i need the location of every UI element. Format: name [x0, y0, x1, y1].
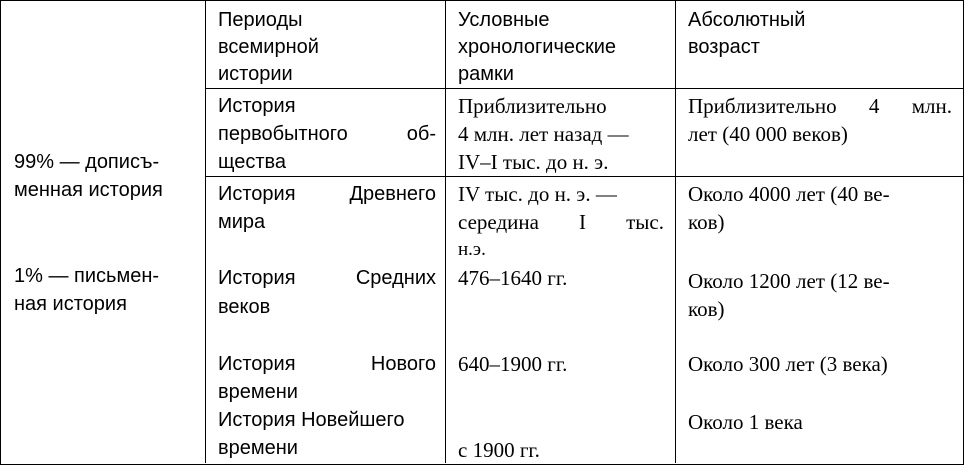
ancient-dates-l2c: тыс. — [626, 210, 664, 234]
row-divider-header — [205, 88, 963, 89]
ancient-l1 — [218, 182, 436, 206]
left-prewritten-line2: менная история — [14, 179, 163, 201]
modern-l1b: Нового — [370, 353, 436, 375]
primitive-l3: щества — [218, 151, 287, 173]
left-written-line1: 1% — письмен- — [14, 265, 160, 287]
modern-age: Около 300 лет (3 века) — [688, 352, 888, 376]
header-frames-l2: хронологические — [458, 36, 617, 58]
medieval-l1 — [218, 266, 436, 290]
primitive-age-l1b: 4 — [868, 94, 880, 118]
modern-dates: 640–1900 гг. — [458, 352, 568, 376]
primitive-dates-l3: IV–I тыс. до н. э. — [458, 150, 609, 174]
col-divider-1 — [205, 0, 206, 463]
ancient-dates-l3: н.э. — [458, 239, 486, 260]
ancient-dates-l1: IV тыс. до н. э. — — [458, 182, 617, 206]
medieval-l1b: Средних — [355, 267, 436, 289]
primitive-dates-l1: Приблизительно — [458, 94, 607, 118]
modern-l1 — [218, 352, 436, 376]
ancient-dates-l2a: середина — [458, 210, 539, 234]
primitive-age-l1 — [688, 94, 952, 118]
header-age-l2: возраст — [688, 36, 760, 58]
ancient-age-l2: ков) — [688, 210, 725, 234]
header-periods-l3: истории — [218, 63, 293, 85]
primitive-l2 — [218, 122, 436, 146]
col-divider-3 — [675, 0, 676, 463]
primitive-dates-l2: 4 млн. лет назад — — [458, 122, 629, 146]
medieval-dates: 476–1640 гг. — [458, 266, 568, 290]
ancient-l1a: История — [218, 183, 296, 205]
header-frames-l1: Условные — [458, 9, 550, 31]
primitive-l2b: об- — [406, 123, 436, 145]
primitive-l2a: первобытного — [218, 123, 348, 145]
contemporary-dates: с 1900 гг. — [458, 438, 540, 462]
medieval-age-l1: Около 1200 лет (12 ве- — [688, 269, 890, 293]
header-frames-l3: рамки — [458, 63, 514, 85]
medieval-l1a: История — [218, 267, 296, 289]
ancient-l1b: Древнего — [349, 183, 436, 205]
ancient-dates-l2b: I — [579, 210, 587, 234]
primitive-l1: История — [218, 95, 296, 117]
col-divider-2 — [445, 0, 446, 463]
row-divider-1 — [205, 176, 963, 177]
header-periods-l1: Периоды — [218, 9, 303, 31]
header-periods-l2: всемирной — [218, 36, 319, 58]
ancient-age-l1: Около 4000 лет (40 ве- — [688, 182, 890, 206]
primitive-age-l2: лет (40 000 веков) — [688, 122, 848, 146]
primitive-age-l1a: Приблизительно — [688, 94, 837, 118]
contemporary-l2: времени — [218, 437, 298, 459]
primitive-age-l1c: млн. — [911, 94, 952, 118]
medieval-age-l2: ков) — [688, 297, 725, 321]
contemporary-l1: История Новейшего — [218, 409, 405, 431]
medieval-l2: веков — [218, 296, 271, 318]
ancient-dates-l2 — [458, 210, 664, 234]
ancient-l2: мира — [218, 211, 266, 233]
contemporary-age: Около 1 века — [688, 410, 803, 434]
left-prewritten-line1: 99% — дописъ- — [14, 151, 160, 173]
left-written-line2: ная история — [14, 293, 127, 315]
modern-l1a: История — [218, 353, 296, 375]
modern-l2: времени — [218, 381, 298, 403]
header-age-l1: Абсолютный — [688, 9, 806, 31]
